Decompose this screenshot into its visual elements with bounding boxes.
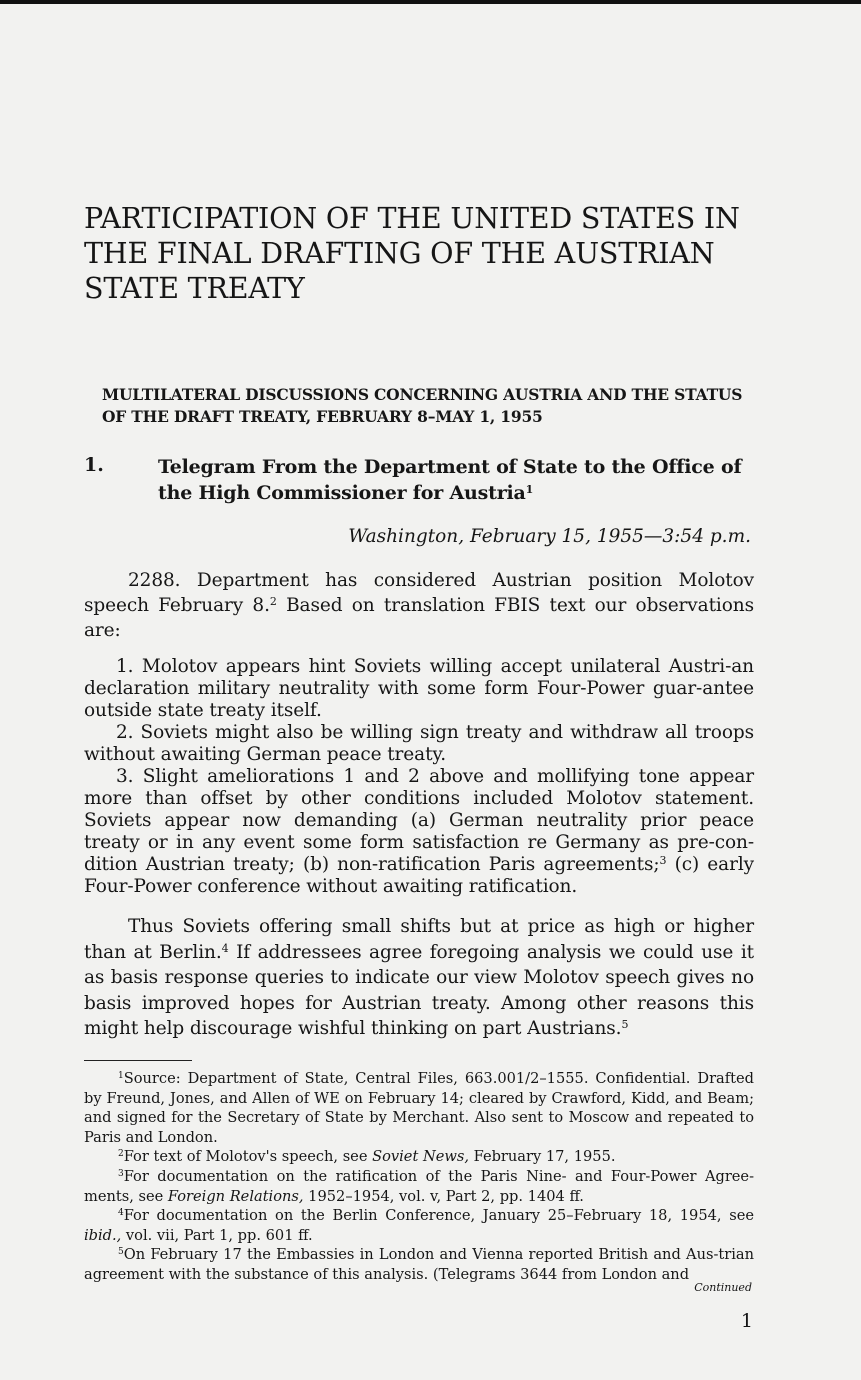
text: For text of Molotov's speech, see [123,1148,373,1166]
continued-label: Continued [694,1281,752,1294]
footnotes [84,1069,754,1285]
text: Source: Department of State, Central Files, 663.001/2–1555. Confidential. Drafted by Freund, Jones, and Allen of WE on February 14; cleared by Crawford, Kidd, and Beam; and signed for the Secretary of State by Merchant. Also sent to Moscow and repeated to Paris and London. [84,1070,754,1146]
list-item: 1. Molotov appears hint Soviets willing accept unilateral Austri-an declaration military neutrality with some form Four-Power guar-antee outside state treaty itself. [84,656,754,721]
closing-paragraph [84,914,754,1042]
text: Based on translation FBIS text our observations are: [84,595,754,641]
footnote-marker: 5 [118,1247,124,1258]
footnote-marker: 4 [118,1208,124,1219]
text: Thus Soviets offering small shifts but at price as high or higher than at Berlin. [84,916,754,963]
text: On February 17 the Embassies in London and Vienna reported British and Aus-trian agreement with the substance of this analysis. (Telegrams 3644 from London and [84,1246,754,1283]
section-title: MULTILATERAL DISCUSSIONS CONCERNING AUSTRIA AND THE STATUS OF THE DRAFT TREATY, FEBRUARY 8–MAY 1, 1955 [102,385,743,426]
list-item: 2. Soviets might also be willing sign treaty and withdraw all troops without awaiting German peace treaty. [84,722,754,765]
page-number: 1 [740,1310,753,1332]
footnote-ref[interactable]: 5 [621,1018,629,1031]
footnote-divider [84,1060,192,1061]
top-border [0,0,861,4]
footnote [84,1147,754,1167]
text: If addressees agree foregoing analysis we could use it as basis response queries to indicate our view Molotov speech gives no basis improved hopes for Austrian treaty. Among other reasons this might help discourage wishful thinking on part Austrians. [84,941,754,1039]
text: For documentation on the ratification of the Paris Nine- and Four-Power Agree-ments, see [84,1167,754,1205]
footnote-marker: 3 [118,1168,124,1179]
text: (c) early Four-Power conference without awaiting ratification. [84,854,755,897]
footnote-ref[interactable]: 2 [269,595,277,608]
footnote [84,1069,754,1147]
text: ibid., [84,1226,122,1244]
text: Soviet News, [372,1148,469,1166]
footnote-marker: 2 [118,1149,124,1160]
text: vol. vii, Part 1, pp. 601 ff. [121,1226,313,1244]
footnote [84,1167,754,1206]
footnote [84,1206,754,1245]
list-item [84,766,754,898]
document-title-text: Telegram From the Department of State to the Office of the High Commissioner for Austria [158,456,742,504]
footnote-ref[interactable]: 4 [221,941,229,955]
text: For documentation on the Berlin Conference, January 25–February 18, 1954, see [123,1207,754,1225]
document-title [158,454,758,506]
footnote-ref[interactable]: 1 [525,483,534,496]
opening-paragraph [84,568,754,643]
dateline: Washington, February 15, 1955—3:54 p.m. [348,526,751,547]
chapter-title: PARTICIPATION OF THE UNITED STATES IN THE FINAL DRAFTING OF THE AUSTRIAN STATE TREATY [84,202,740,305]
footnote [84,1245,754,1284]
text: 3. Slight ameliorations 1 and 2 above and mollifying tone appear more than offset by other conditions included Molotov statement. Soviets appear now demanding (a) German neutrality prior peace treaty or in any event some form satisfaction re Germany as pre-con-dition Austrian treaty; (b) non-ratification Paris agreements; [84,766,754,875]
text: 1952–1954, vol. v, Part 2, pp. 1404 ff. [303,1187,584,1205]
text: Foreign Relations, [167,1187,304,1205]
document-number: 1. [84,454,104,476]
text: February 17, 1955. [468,1148,616,1166]
footnote-ref[interactable]: 3 [659,854,667,867]
text: 2288. Department has considered Austrian position Molotov speech February 8. [84,570,754,616]
footnote-marker: 1 [118,1071,124,1081]
observations-list [84,656,754,898]
